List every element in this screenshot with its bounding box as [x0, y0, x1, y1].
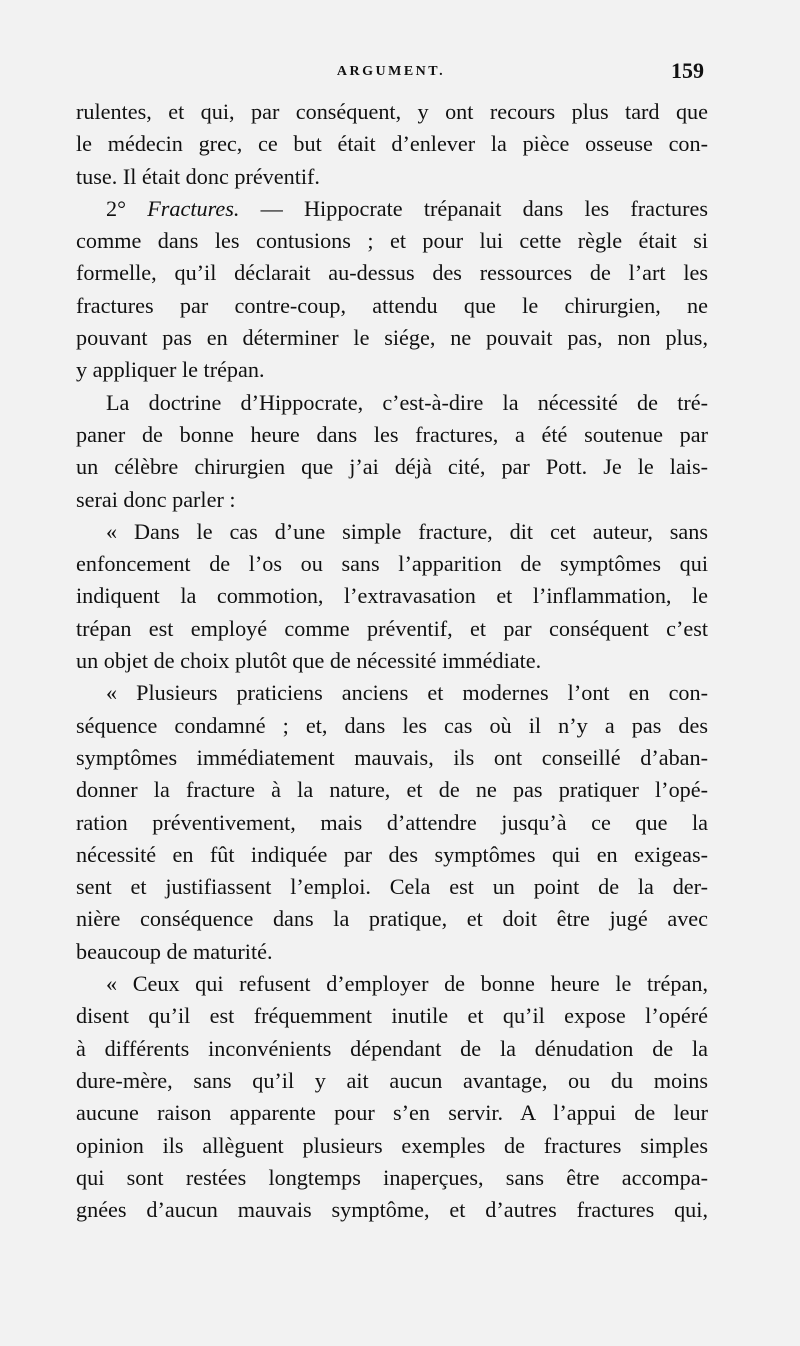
text-line: rulentes, et qui, par conséquent, y ont recours plus tard que: [76, 99, 708, 124]
section-number: 2°: [106, 195, 126, 221]
text-line: « Ceux qui refusent d’employer de bonne heure le trépan,: [106, 971, 708, 997]
page-number: 159: [671, 58, 704, 83]
text-line: qui sont restées longtemps inaperçues, sans être accompa-: [76, 1164, 708, 1190]
text-line: beaucoup de maturité.: [76, 938, 273, 964]
text-line: y appliquer le trépan.: [76, 357, 265, 383]
text-line: disent qu’il est fréquemment inutile et qu’il expose l’opéré: [76, 1003, 708, 1029]
text-line: La doctrine d’Hippocrate, c’est-à-dire la nécessité de tré-: [106, 389, 708, 415]
text-line: indiquent la commotion, l’extravasation et l’inflammation, le: [76, 583, 708, 609]
text-line: le médecin grec, ce but était d’enlever la pièce osseuse con-: [76, 131, 708, 157]
text-line: comme dans les contusions ; et pour lui cette règle était si: [76, 228, 708, 254]
running-head: [78, 58, 704, 88]
text-line: sent et justifiassent l’emploi. Cela est un point de la der-: [76, 874, 708, 900]
text-line: tuse. Il était donc préventif.: [76, 163, 320, 189]
text-line: fractures par contre-coup, attendu que le chirurgien, ne: [76, 292, 708, 318]
text-line: ration préventivement, mais d’attendre jusqu’à ce que la: [76, 809, 708, 835]
text-line: « Plusieurs praticiens anciens et modernes l’ont en con-: [106, 680, 708, 706]
text-line: à différents inconvénients dépendant de la dénudation de la: [76, 1035, 708, 1061]
text-line: enfoncement de l’os ou sans l’apparition de symptômes qui: [76, 551, 708, 577]
text-line: aucune raison apparente pour s’en servir. A l’appui de leur: [76, 1100, 708, 1126]
section-heading: Fractures.: [147, 195, 240, 221]
paragraph: [76, 968, 708, 1226]
text-line: gnées d’aucun mauvais symptôme, et d’autres fractures qui,: [76, 1197, 708, 1223]
paragraph: [76, 96, 708, 193]
text-line: serai donc parler :: [76, 486, 236, 512]
paragraph: [76, 516, 708, 677]
body-text: [76, 96, 708, 1226]
running-title: ARGUMENT.: [336, 64, 446, 79]
text-line: un célèbre chirurgien que j’ai déjà cité, par Pott. Je le lais-: [76, 454, 708, 480]
text-line: paner de bonne heure dans les fractures, a été soutenue par: [76, 421, 708, 447]
text-line: symptômes immédiatement mauvais, ils ont conseillé d’aban-: [76, 744, 708, 770]
text-line: trépan est employé comme préventif, et par conséquent c’est: [76, 615, 708, 641]
paragraph: [76, 677, 708, 968]
paragraph: [76, 387, 708, 516]
text-line: formelle, qu’il déclarait au-dessus des ressources de l’art les: [76, 260, 708, 286]
text-line: nière conséquence dans la pratique, et doit être jugé avec: [76, 906, 708, 932]
text-line: dure-mère, sans qu’il y ait aucun avantage, ou du moins: [76, 1067, 708, 1093]
text-line: pouvant pas en déterminer le siége, ne pouvait pas, non plus,: [76, 325, 708, 351]
text-line: « Dans le cas d’une simple fracture, dit cet auteur, sans: [106, 518, 708, 544]
text-line: opinion ils allèguent plusieurs exemples de fractures simples: [76, 1132, 708, 1158]
text-line: séquence condamné ; et, dans les cas où il n’y a pas des: [76, 712, 708, 738]
text-line: [76, 193, 708, 225]
text-line: un objet de choix plutôt que de nécessité immédiate.: [76, 648, 542, 674]
paragraph: [76, 193, 708, 387]
text-line: donner la fracture à la nature, et de ne pas pratiquer l’opé-: [76, 777, 708, 803]
text-line: nécessité en fût indiquée par des symptômes qui en exigeas-: [76, 841, 708, 867]
text-fragment: — Hippocrate trépanait dans les fractures: [239, 195, 708, 221]
